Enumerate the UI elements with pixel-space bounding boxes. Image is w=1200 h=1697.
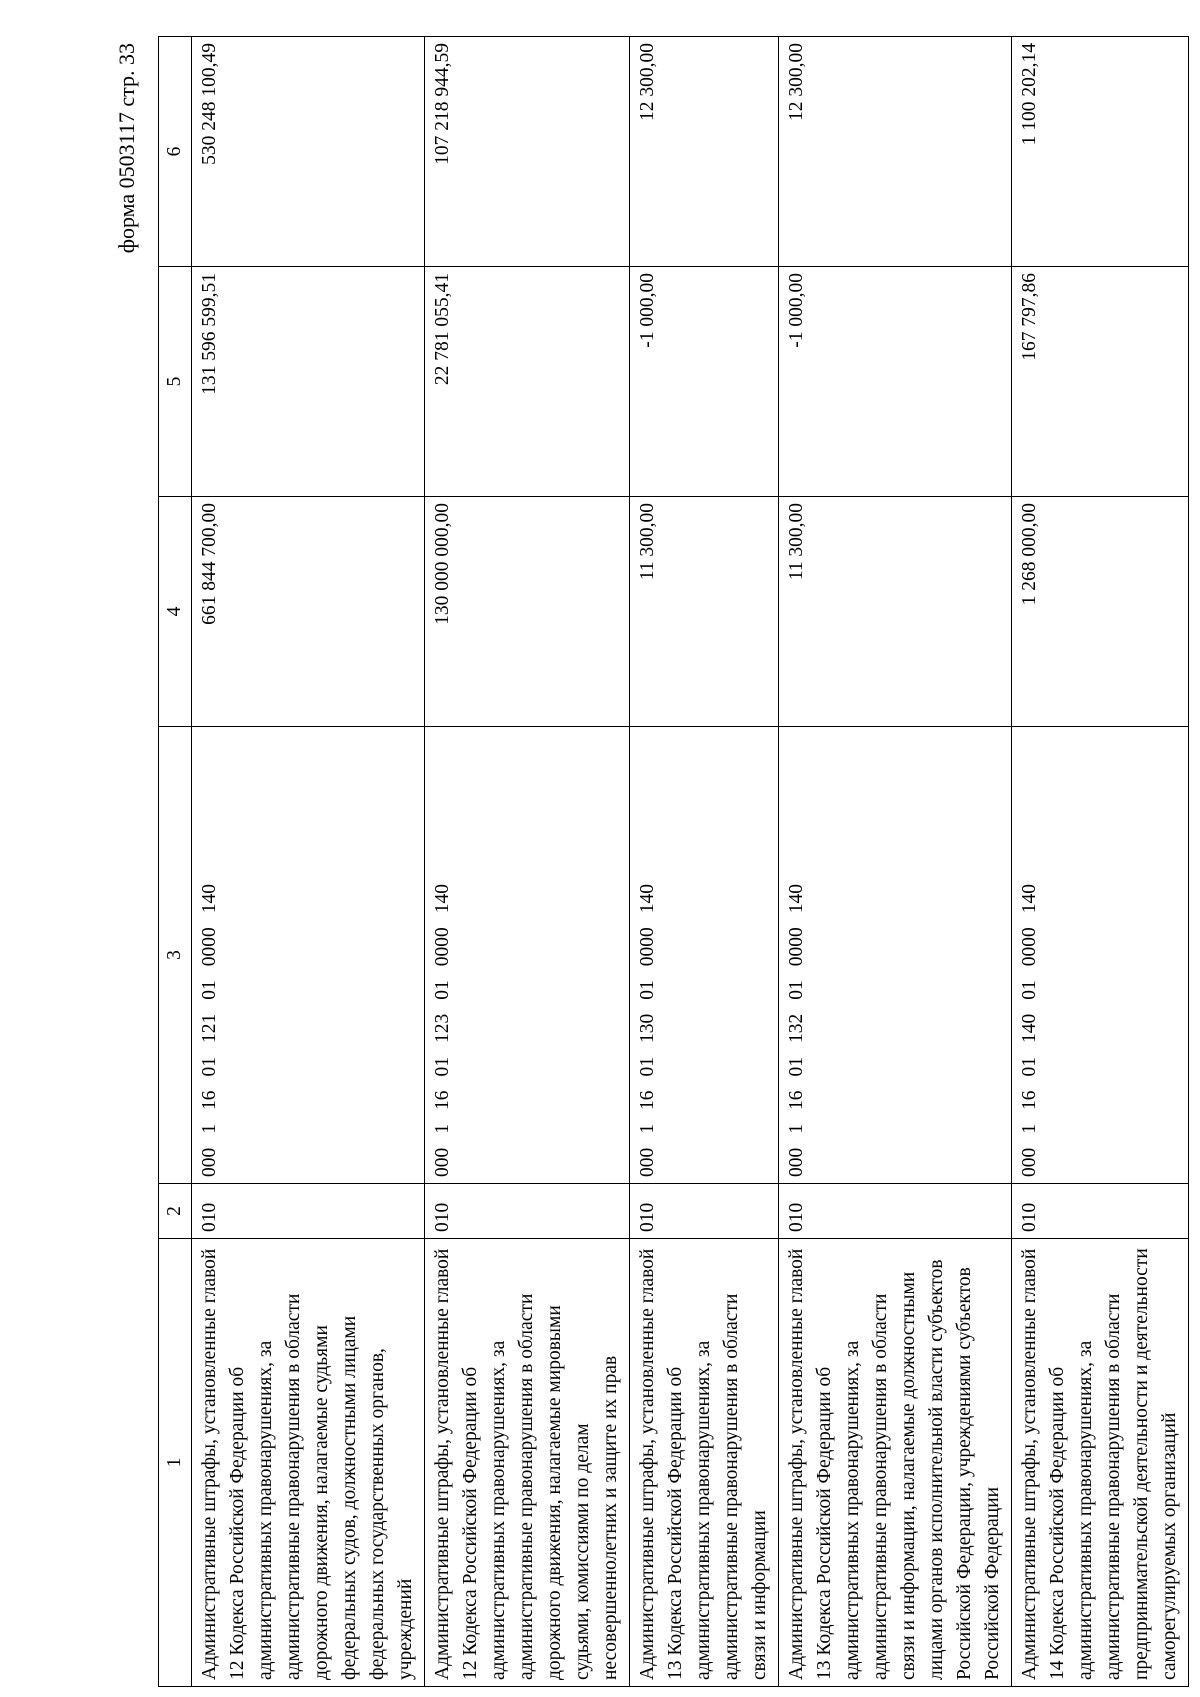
table-row [425,37,630,1687]
revenue-table [158,36,1189,1687]
column-number: 6 [159,37,192,267]
unexecuted-amount: 107 218 944,59 [425,37,630,267]
executed-amount: 22 781 055,41 [425,267,630,497]
budget-code: 00011601130010000140 [630,727,779,1184]
table-row [630,37,779,1687]
column-number: 3 [159,727,192,1184]
line-code: 010 [192,1184,425,1239]
column-number: 4 [159,497,192,727]
row-name: Административные штрафы, установленные главой 13 Кодекса Российской Федерации об административных правонарушениях, за административные правонарушения в области связи и информации, налагаемые должностными лицами органов исполнительной власти субъектов Российской Федерации, учреждениями субъектов Российской Федерации [779,1239,1012,1687]
budget-code: 00011601121010000140 [192,727,425,1184]
column-number-row [159,37,192,1687]
table-row [1012,37,1189,1687]
line-code: 010 [425,1184,630,1239]
unexecuted-amount: 530 248 100,49 [192,37,425,267]
row-name: Административные штрафы, установленные главой 14 Кодекса Российской Федерации об административных правонарушениях, за административные правонарушения в области предпринимательской деятельности и деятельности саморегулируемых организаций [1012,1239,1189,1687]
row-name: Административные штрафы, установленные главой 12 Кодекса Российской Федерации об административных правонарушениях, за административные правонарушения в области дорожного движения, налагаемые мировыми судьями, комиссиями по делам несовершеннолетних и защите их прав [425,1239,630,1687]
approved-amount: 11 300,00 [630,497,779,727]
unexecuted-amount: 1 100 202,14 [1012,37,1189,267]
budget-code: 00011601123010000140 [425,727,630,1184]
unexecuted-amount: 12 300,00 [779,37,1012,267]
document-page [110,37,1180,1687]
executed-amount: -1 000,00 [779,267,1012,497]
approved-amount: 1 268 000,00 [1012,497,1189,727]
line-code: 010 [779,1184,1012,1239]
approved-amount: 661 844 700,00 [192,497,425,727]
line-code: 010 [1012,1184,1189,1239]
row-name: Административные штрафы, установленные главой 13 Кодекса Российской Федерации об административных правонарушениях, за административные правонарушения в области связи и информации [630,1239,779,1687]
approved-amount: 130 000 000,00 [425,497,630,727]
budget-code: 00011601140010000140 [1012,727,1189,1184]
table-row [779,37,1012,1687]
table-row [192,37,425,1687]
executed-amount: 167 797,86 [1012,267,1189,497]
column-number: 5 [159,267,192,497]
unexecuted-amount: 12 300,00 [630,37,779,267]
executed-amount: -1 000,00 [630,267,779,497]
line-code: 010 [630,1184,779,1239]
budget-code: 00011601132010000140 [779,727,1012,1184]
executed-amount: 131 596 599,51 [192,267,425,497]
form-label: форма 0503117 стр. 33 [114,43,139,254]
column-number: 1 [159,1239,192,1687]
approved-amount: 11 300,00 [779,497,1012,727]
column-number: 2 [159,1184,192,1239]
row-name: Административные штрафы, установленные главой 12 Кодекса Российской Федерации об административных правонарушениях, за административные правонарушения в области дорожного движения, налагаемые судьями федеральных судов, должностными лицами федеральных государственных органов, учреждений [192,1239,425,1687]
